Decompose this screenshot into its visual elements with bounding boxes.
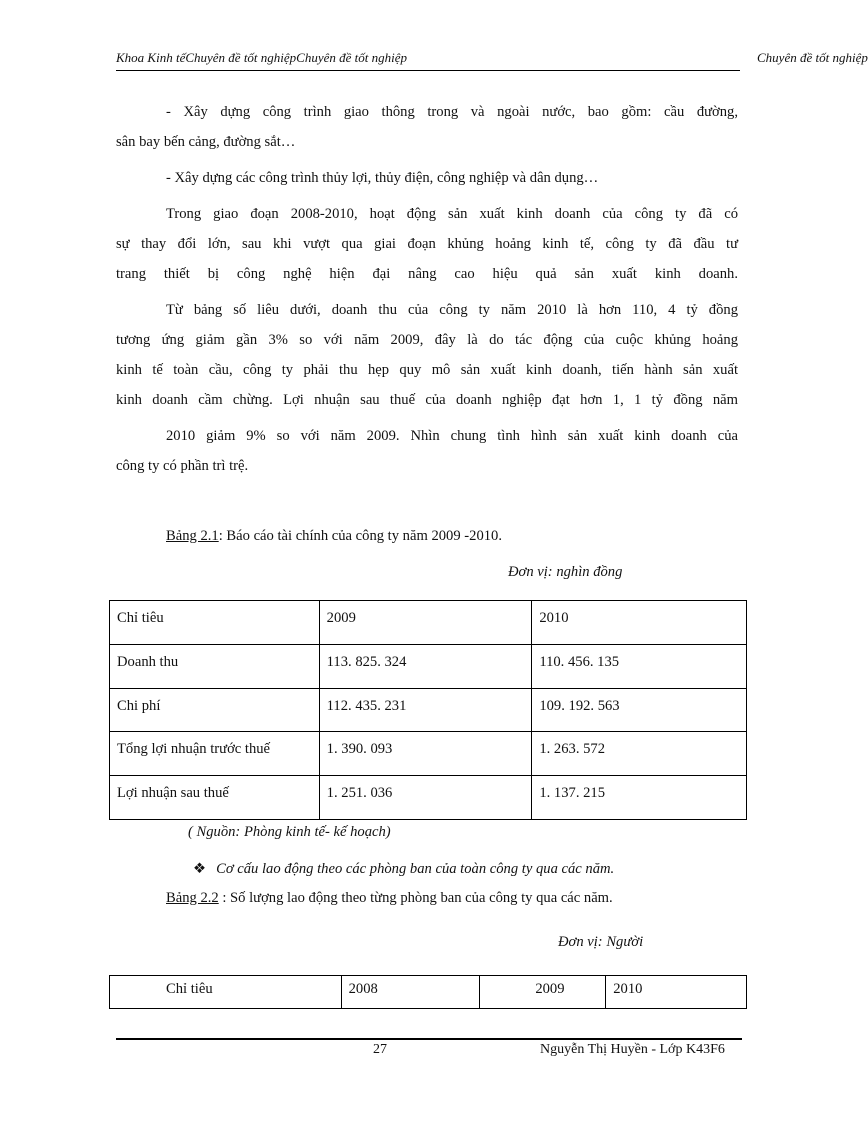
table-row: [110, 776, 747, 820]
table1-unit: Đơn vị: nghìn đồng: [508, 564, 623, 580]
table-header-cell: Chỉ tiêu: [110, 976, 342, 1009]
table-row: [110, 689, 747, 732]
financial-report-table: [109, 600, 747, 820]
paragraph-line: sân bay bến cảng, đường sắt…: [116, 134, 296, 150]
page-header: [116, 50, 868, 70]
paragraph-line: Trong giao đoạn 2008-2010, hoạt động sản xuất kinh doanh của công ty đã có: [166, 206, 738, 222]
table1-caption: [166, 528, 502, 545]
header-rule: [116, 70, 740, 71]
paragraph-line: tương ứng giảm gần 3% so với năm 2009, đây là do tác động của cuộc khủng hoảng: [116, 332, 738, 348]
table2-caption-label: Bảng 2.2: [166, 890, 219, 906]
section-bullet: [193, 860, 614, 878]
paragraph-line: trang thiết bị công nghệ hiện đại nâng cao hiệu quả sản xuất kinh doanh.: [116, 266, 738, 282]
table-cell: 1. 263. 572: [532, 732, 747, 776]
paragraph-line: kinh tế toàn cầu, công ty phải thu hẹp quy mô sản xuất kinh doanh, tiến hành sản xuất: [116, 362, 738, 378]
paragraph-line: công ty có phần trì trệ.: [116, 458, 249, 474]
footer-author: Nguyễn Thị Huyền - Lớp K43F6: [540, 1042, 725, 1057]
table-cell: Lợi nhuận sau thuế: [110, 776, 320, 820]
table-cell: Doanh thu: [110, 645, 320, 689]
table2-caption: [166, 890, 613, 907]
footer-rule: [116, 1038, 742, 1040]
diamond-bullet-icon: ❖: [193, 861, 207, 877]
table1-source: ( Nguồn: Phòng kinh tế- kế hoạch): [188, 824, 391, 840]
paragraph-line: Từ bảng số liêu dưới, doanh thu của công ty năm 2010 là hơn 110, 4 tỷ đồng: [166, 302, 738, 318]
table-row: [110, 645, 747, 689]
table-row: [110, 732, 747, 776]
table-cell: 1. 390. 093: [319, 732, 532, 776]
table2-caption-text: : Số lượng lao động theo từng phòng ban của công ty qua các năm.: [218, 890, 613, 906]
header-right-text: Chuyên đề tốt nghiệp: [757, 50, 868, 65]
table-header-cell: Chỉ tiêu: [110, 601, 320, 645]
bullet-text: Cơ cấu lao động theo các phòng ban của toàn công ty qua các năm.: [216, 861, 615, 877]
table1-caption-text: : Báo cáo tài chính của công ty năm 2009 -2010.: [218, 528, 502, 544]
table-cell: 110. 456. 135: [532, 645, 747, 689]
labor-table: [109, 975, 747, 1009]
table-header-cell: 2010: [606, 976, 747, 1009]
table-header-row: [110, 976, 747, 1009]
table-header-cell: 2009: [319, 601, 532, 645]
table-cell: 113. 825. 324: [319, 645, 532, 689]
paragraph-line: - Xây dựng các công trình thủy lợi, thủy điện, công nghiệp và dân dụng…: [166, 170, 599, 186]
table-header-row: [110, 601, 747, 645]
paragraph-line: kinh doanh cầm chừng. Lợi nhuận sau thuế của doanh nghiệp đạt hơn 1, 1 tỷ đồng năm: [116, 392, 738, 408]
table2-unit: Đơn vị: Người: [558, 934, 644, 950]
table-header-cell: 2009: [480, 976, 606, 1009]
table-cell: Tổng lợi nhuận trước thuế: [110, 732, 320, 776]
table-cell: 1. 137. 215: [532, 776, 747, 820]
table1-caption-label: Bảng 2.1: [166, 528, 219, 544]
table-header-cell: 2008: [341, 976, 480, 1009]
table-header-cell: 2010: [532, 601, 747, 645]
page-number: 27: [373, 1042, 387, 1057]
table-cell: Chi phí: [110, 689, 320, 732]
paragraph-line: 2010 giảm 9% so với năm 2009. Nhìn chung tình hình sản xuất kinh doanh của: [166, 428, 738, 444]
table-cell: 109. 192. 563: [532, 689, 747, 732]
table-cell: 112. 435. 231: [319, 689, 532, 732]
paragraph-line: sự thay đổi lớn, sau khi vượt qua giai đoạn khủng hoảng kinh tế, công ty đã đầu tư: [116, 236, 738, 252]
table-cell: 1. 251. 036: [319, 776, 532, 820]
paragraph-line: - Xây dựng công trình giao thông trong và ngoài nước, bao gồm: cầu đường,: [166, 104, 738, 120]
header-left-text: Khoa Kinh tếChuyên đề tốt nghiệpChuyên đề tốt nghiệp: [116, 50, 408, 65]
